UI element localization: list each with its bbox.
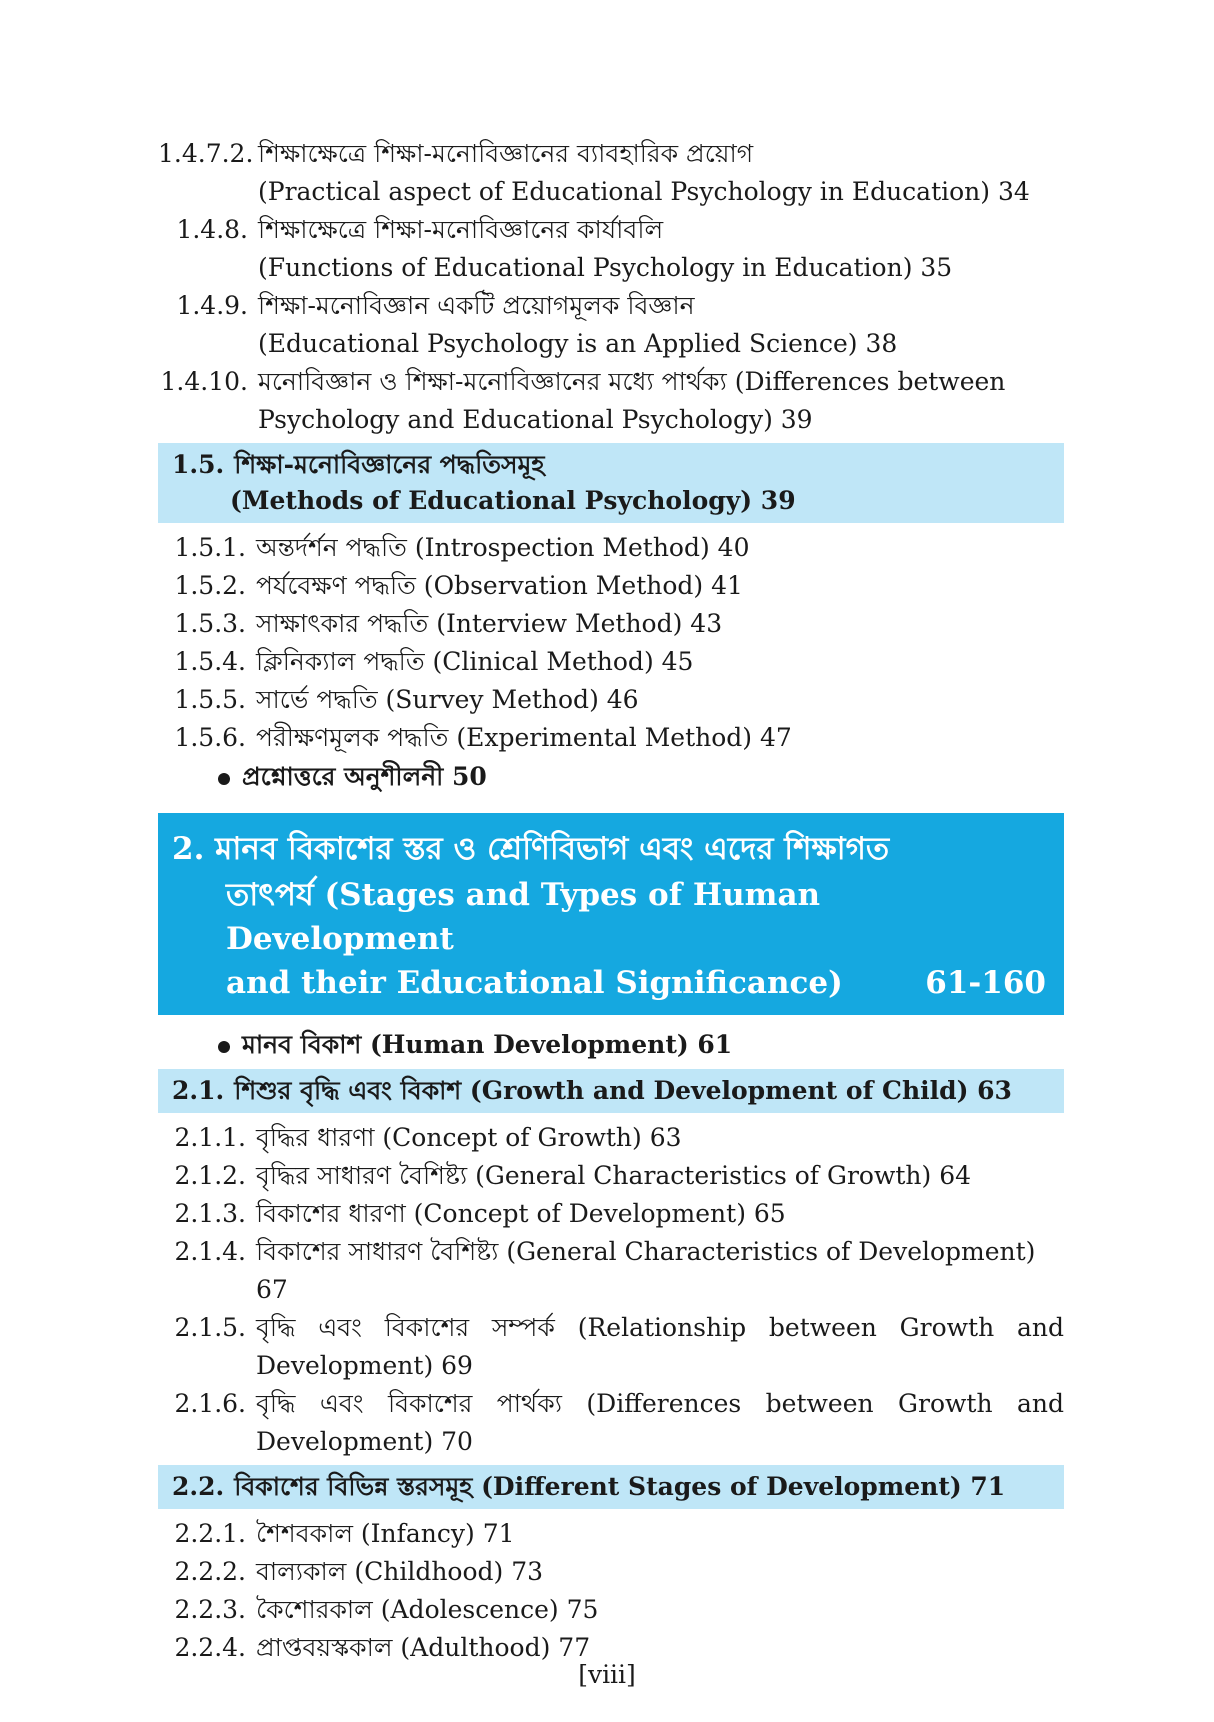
chapter-title-line3: and their Educational Significance) xyxy=(226,965,843,1001)
section-subtitle: (Methods of Educational Psychology) 39 xyxy=(230,486,796,515)
toc-entry xyxy=(158,605,1064,643)
entry-number: 2.2.3. xyxy=(174,1595,246,1624)
bullet-text: প্রশ্নোত্তরে অনুশীলনী 50 xyxy=(242,762,487,791)
entry-number: 2.2.4. xyxy=(174,1633,246,1662)
section-heading-1-5 xyxy=(158,443,1064,523)
entry-title-bn: শিক্ষাক্ষেত্রে শিক্ষা-মনোবিজ্ঞানের ব্যাবহারিক প্রয়োগ xyxy=(258,139,754,168)
section-title: বিকাশের বিভিন্ন স্তরসমূহ (Different Stages of Development) 71 xyxy=(234,1472,1006,1501)
entry-title: শৈশবকাল (Infancy) 71 xyxy=(256,1519,515,1548)
section-number: 2.2. xyxy=(172,1472,225,1501)
toc-entry-1-4-7-2 xyxy=(158,135,1064,211)
section-number: 2.1. xyxy=(172,1076,225,1105)
toc-entry-1-4-9 xyxy=(158,287,1064,363)
entry-title-en: (Practical aspect of Educational Psychology in Education) 34 xyxy=(258,177,1030,206)
entry-title-bn: মনোবিজ্ঞান ও শিক্ষা-মনোবিজ্ঞানের মধ্যে পার্থক্য (Differences between xyxy=(258,367,1006,396)
toc-entry xyxy=(158,567,1064,605)
entry-title: পরীক্ষণমূলক পদ্ধতি (Experimental Method) 47 xyxy=(256,723,792,752)
entry-title-bn: শিক্ষা-মনোবিজ্ঞান একটি প্রয়োগমূলক বিজ্ঞান xyxy=(258,291,695,320)
entry-number: 2.1.1. xyxy=(174,1123,246,1152)
entry-number: 1.4.10. xyxy=(160,367,248,396)
entry-title: ক্লিনিক্যাল পদ্ধতি (Clinical Method) 45 xyxy=(256,647,694,676)
exercise-bullet xyxy=(158,757,1064,797)
toc-entry-1-4-10 xyxy=(158,363,1064,439)
toc-entry-1-4-8 xyxy=(158,211,1064,287)
entry-number: 1.5.5. xyxy=(174,685,246,714)
entry-number: 1.5.1. xyxy=(174,533,246,562)
entry-title-bn: শিক্ষাক্ষেত্রে শিক্ষা-মনোবিজ্ঞানের কার্যাবলি xyxy=(258,215,664,244)
entry-title: পর্যবেক্ষণ পদ্ধতি (Observation Method) 41 xyxy=(256,571,743,600)
entry-title: সার্ভে পদ্ধতি (Survey Method) 46 xyxy=(256,685,639,714)
entry-title-en: (Educational Psychology is an Applied Science) 38 xyxy=(258,329,898,358)
section-title: শিশুর বৃদ্ধি এবং বিকাশ (Growth and Development of Child) 63 xyxy=(234,1076,1012,1105)
entry-number: 1.5.2. xyxy=(174,571,246,600)
section-title: শিক্ষা-মনোবিজ্ঞানের পদ্ধতিসমূহ xyxy=(234,450,545,479)
toc-entry xyxy=(158,1157,1064,1195)
toc-entry xyxy=(158,1515,1064,1553)
entry-title: অন্তর্দর্শন পদ্ধতি (Introspection Method) 40 xyxy=(256,533,750,562)
page-number: [viii] xyxy=(578,1660,636,1689)
entry-title: বৃদ্ধির ধারণা (Concept of Growth) 63 xyxy=(256,1123,682,1152)
bullet-text: মানব বিকাশ (Human Development) 61 xyxy=(242,1030,733,1059)
chapter-title-line2: তাৎপর্য (Stages and Types of Human Development xyxy=(226,877,821,957)
entry-title-en: Psychology and Educational Psychology) 39 xyxy=(258,405,813,434)
toc-entry xyxy=(158,1195,1064,1233)
section-heading-2-2 xyxy=(158,1465,1064,1509)
toc-entry xyxy=(158,643,1064,681)
entry-number: 2.1.2. xyxy=(174,1161,246,1190)
entry-title: বৃদ্ধি এবং বিকাশের পার্থক্য (Differences between Growth and Development) 70 xyxy=(256,1389,1064,1456)
human-development-bullet xyxy=(158,1025,1064,1065)
entry-number: 1.4.9. xyxy=(176,291,248,320)
toc-entry xyxy=(158,1119,1064,1157)
entry-title: বাল্যকাল (Childhood) 73 xyxy=(256,1557,544,1586)
toc-entry xyxy=(158,1385,1064,1461)
entry-number: 1.5.4. xyxy=(174,647,246,676)
entry-number: 2.2.2. xyxy=(174,1557,246,1586)
entry-number: 2.2.1. xyxy=(174,1519,246,1548)
table-of-contents xyxy=(158,135,1064,1667)
entry-number: 2.1.6. xyxy=(174,1389,246,1418)
toc-entry xyxy=(158,719,1064,757)
entry-title: বৃদ্ধি এবং বিকাশের সম্পর্ক (Relationship between Growth and Development) 69 xyxy=(256,1313,1064,1380)
chapter-page-range: 61-160 xyxy=(925,965,1046,1001)
toc-entry xyxy=(158,1553,1064,1591)
toc-entry xyxy=(158,1233,1064,1309)
entry-title: সাক্ষাৎকার পদ্ধতি (Interview Method) 43 xyxy=(256,609,723,638)
entry-title: বৃদ্ধির সাধারণ বৈশিষ্ট্য (General Characteristics of Growth) 64 xyxy=(256,1161,972,1190)
entry-title: বিকাশের সাধারণ বৈশিষ্ট্য (General Characteristics of Development) 67 xyxy=(256,1237,1036,1304)
entry-number: 1.4.7.2. xyxy=(158,139,254,168)
entry-title: প্রাপ্তবয়স্ককাল (Adulthood) 77 xyxy=(256,1633,591,1662)
entry-number: 1.5.3. xyxy=(174,609,246,638)
entry-number: 2.1.5. xyxy=(174,1313,246,1342)
toc-entry xyxy=(158,529,1064,567)
entry-title: বিকাশের ধারণা (Concept of Development) 65 xyxy=(256,1199,786,1228)
entry-number: 2.1.4. xyxy=(174,1237,246,1266)
entry-number: 1.4.8. xyxy=(176,215,248,244)
chapter-heading-2 xyxy=(158,813,1064,1015)
toc-entry xyxy=(158,681,1064,719)
entry-number: 2.1.3. xyxy=(174,1199,246,1228)
bullet-icon xyxy=(218,773,230,785)
chapter-title-line1: 2. মানব বিকাশের স্তর ও শ্রেণিবিভাগ এবং এদের শিক্ষাগত xyxy=(172,831,890,867)
entry-title: কৈশোরকাল (Adolescence) 75 xyxy=(256,1595,599,1624)
bullet-icon xyxy=(218,1041,230,1053)
toc-entry xyxy=(158,1591,1064,1629)
section-heading-2-1 xyxy=(158,1069,1064,1113)
entry-title-en: (Functions of Educational Psychology in Education) 35 xyxy=(258,253,953,282)
entry-number: 1.5.6. xyxy=(174,723,246,752)
toc-entry xyxy=(158,1309,1064,1385)
section-number: 1.5. xyxy=(172,450,225,479)
